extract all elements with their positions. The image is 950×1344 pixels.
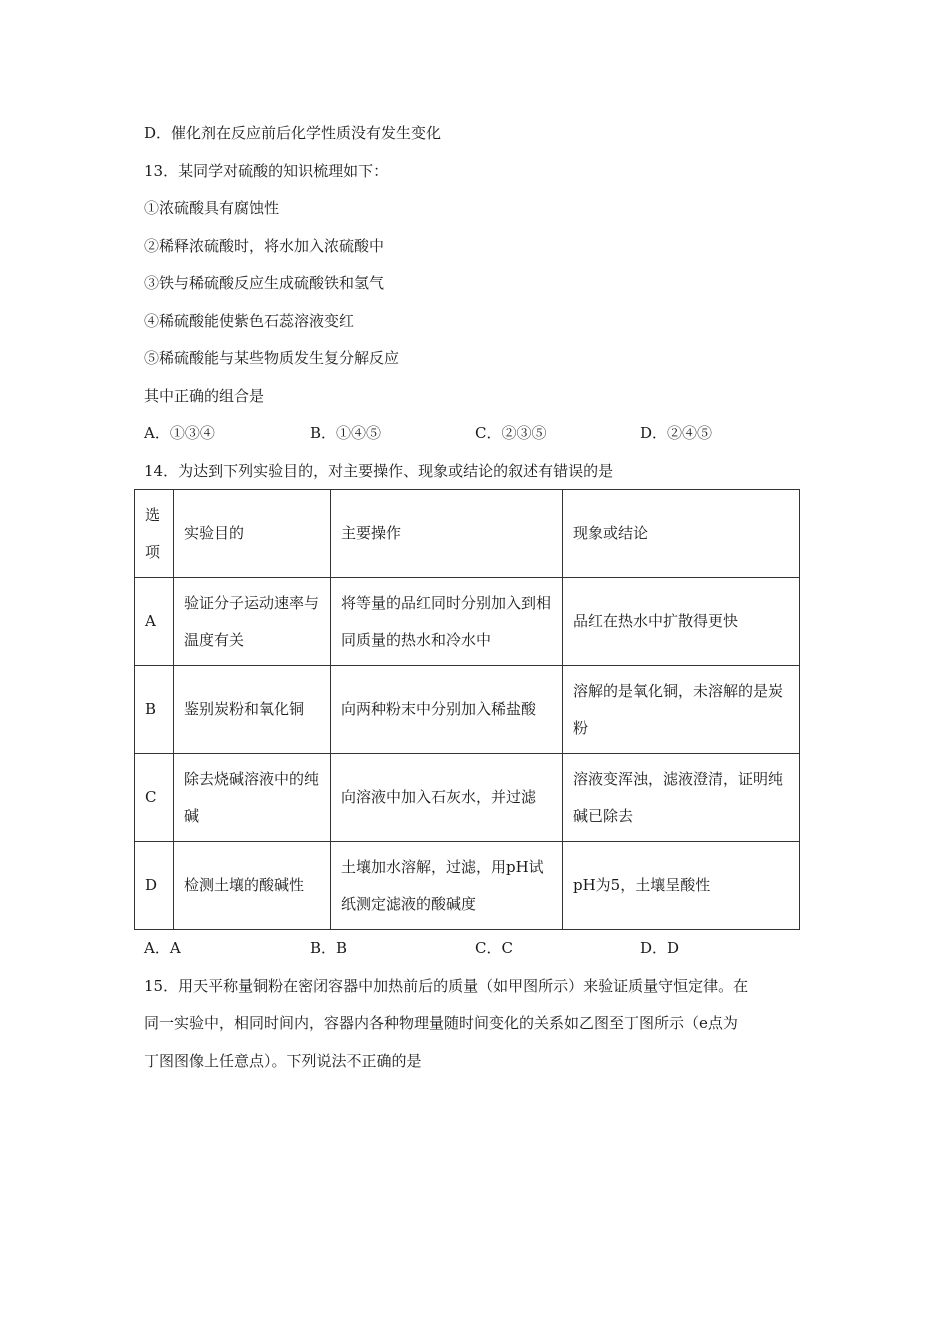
question-13-item-3: ③铁与稀硫酸反应生成硫酸铁和氢气	[144, 274, 385, 292]
table-cell: 除去烧碱溶液中的纯碱	[174, 754, 331, 842]
question-13-option-d: D．②④⑤	[640, 424, 713, 442]
table-header-row	[135, 490, 800, 578]
question-13-item-5: ⑤稀硫酸能与某些物质发生复分解反应	[144, 349, 400, 367]
table-cell: 验证分子运动速率与温度有关	[174, 578, 331, 666]
table-cell: pH为5，土壤呈酸性	[563, 842, 800, 930]
question-13-item-4: ④稀硫酸能使紫色石蕊溶液变红	[144, 312, 355, 330]
table-cell: 品红在热水中扩散得更快	[563, 578, 800, 666]
question-14-stem: 14．为达到下列实验目的，对主要操作、现象或结论的叙述有错误的是	[144, 462, 614, 480]
table-cell: 检测土壤的酸碱性	[174, 842, 331, 930]
question-14-option-b: B．B	[310, 939, 348, 957]
header-cell-purpose: 实验目的	[174, 490, 331, 578]
table-cell: A	[135, 578, 174, 666]
question-13-option-a: A．①③④	[144, 424, 215, 442]
header-option-label: 选项	[145, 505, 161, 561]
table-row	[135, 578, 800, 666]
question-14-option-d: D．D	[640, 939, 680, 957]
table-cell: 溶液变浑浊，滤液澄清，证明纯碱已除去	[563, 754, 800, 842]
question-14-options	[144, 938, 804, 958]
table-cell: 溶解的是氧化铜，未溶解的是炭粉	[563, 666, 800, 754]
header-cell-operation: 主要操作	[331, 490, 563, 578]
table-cell: D	[135, 842, 174, 930]
header-cell-option	[135, 490, 174, 578]
question-13-option-c: C．②③⑤	[475, 424, 547, 442]
question-13-stem: 13．某同学对硫酸的知识梳理如下：	[144, 162, 389, 180]
table-cell: C	[135, 754, 174, 842]
table-row	[135, 666, 800, 754]
table-cell: 向溶液中加入石灰水，并过滤	[331, 754, 563, 842]
table-cell: 向两种粉末中分别加入稀盐酸	[331, 666, 563, 754]
table-cell: 鉴别炭粉和氧化铜	[174, 666, 331, 754]
table-cell: 土壤加水溶解，过滤，用pH试纸测定滤液的酸碱度	[331, 842, 563, 930]
question-13-prompt: 其中正确的组合是	[144, 387, 265, 405]
question-13-option-b: B．①④⑤	[310, 424, 382, 442]
question-14-option-a: A．A	[144, 939, 181, 957]
table-row	[135, 842, 800, 930]
question-12-option-d: D．催化剂在反应前后化学性质没有发生变化	[144, 124, 442, 142]
question-15-line-1: 15．用天平称量铜粉在密闭容器中加热前后的质量（如甲图所示）来验证质量守恒定律。在	[144, 977, 749, 995]
table-cell: B	[135, 666, 174, 754]
question-13-item-1: ①浓硫酸具有腐蚀性	[144, 199, 280, 217]
table-cell: 将等量的品红同时分别加入到相同质量的热水和冷水中	[331, 578, 563, 666]
question-15-line-2: 同一实验中，相同时间内，容器内各种物理量随时间变化的关系如乙图至丁图所示（e点为	[144, 1014, 738, 1032]
question-15-line-3: 丁图图像上任意点）。下列说法不正确的是	[144, 1052, 422, 1070]
experiment-table	[134, 489, 800, 930]
question-13-options	[144, 423, 804, 443]
question-14-option-c: C．C	[475, 939, 513, 957]
table-row	[135, 754, 800, 842]
header-cell-result: 现象或结论	[563, 490, 800, 578]
question-13-item-2: ②稀释浓硫酸时，将水加入浓硫酸中	[144, 237, 385, 255]
